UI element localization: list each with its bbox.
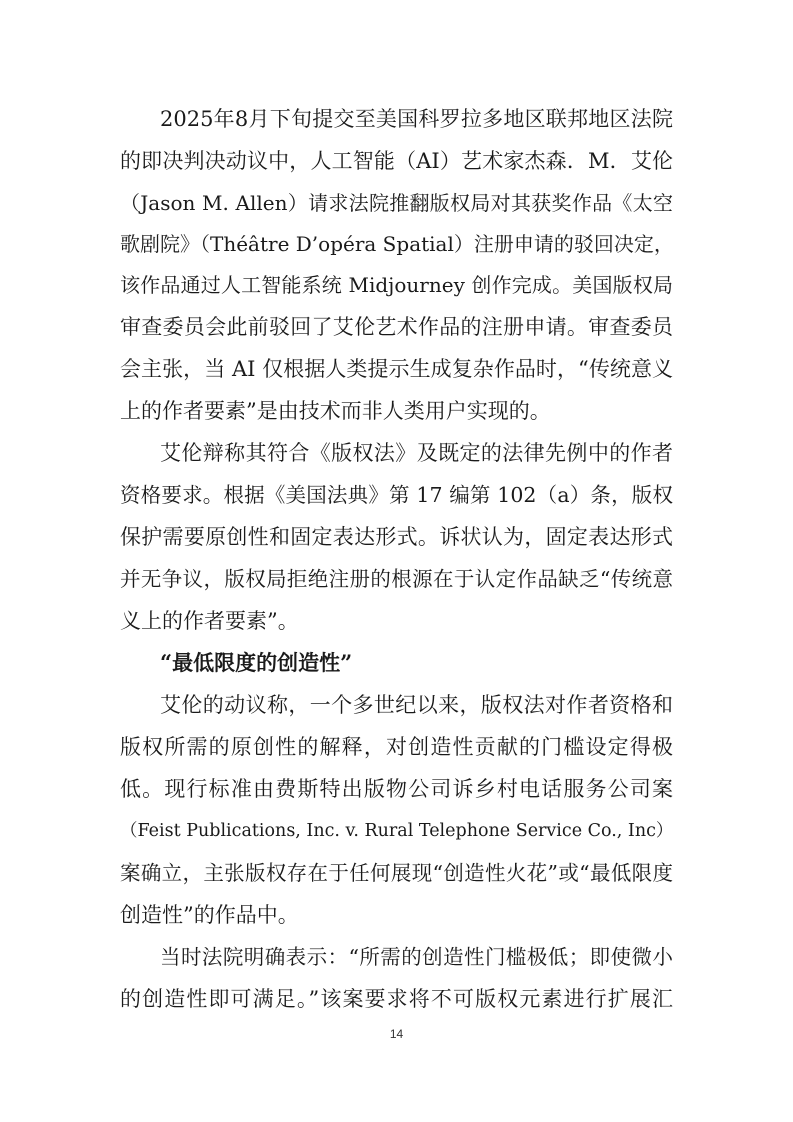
paragraph-3-line-2: 版权所需的原创性的解释，对创造性贡献的门槛设定得极 xyxy=(120,735,673,759)
paragraph-3-line-4: （Feist Publications, Inc. v. Rural Telephone Service Co., Inc） xyxy=(120,821,674,841)
paragraph-2-line-4: 并无争议，版权局拒绝注册的根源在于认定作品缺乏“传统意 xyxy=(120,567,673,591)
paragraph-1-line-7: 会主张，当 AI 仅根据人类提示生成复杂作品时，“传统意义 xyxy=(120,357,673,381)
paragraph-3-line-5: 案确立，主张版权存在于任何展现“创造性火花”或“最低限度 xyxy=(120,861,673,885)
paragraph-1-line-8: 上的作者要素”是由技术而非人类用户实现的。 xyxy=(120,399,551,423)
paragraph-2-line-2: 资格要求。根据《美国法典》第 17 编第 102（a）条，版权 xyxy=(120,483,673,507)
paragraph-2-line-5: 义上的作者要素”。 xyxy=(120,609,299,633)
paragraph-2-line-1: 艾伦辩称其符合《版权法》及既定的法律先例中的作者 xyxy=(160,441,673,465)
paragraph-4-line-1: 当时法院明确表示：“所需的创造性门槛极低；即使微小 xyxy=(160,945,673,969)
paragraph-1-line-5: 该作品通过人工智能系统 Midjourney 创作完成。美国版权局 xyxy=(120,273,673,297)
section-heading: “最低限度的创造性” xyxy=(160,650,353,675)
page-number: 14 xyxy=(389,1027,404,1041)
paragraph-3-line-3: 低。现行标准由费斯特出版物公司诉乡村电话服务公司案 xyxy=(120,777,673,801)
paragraph-3-line-1: 艾伦的动议称，一个多世纪以来，版权法对作者资格和 xyxy=(160,693,673,717)
paragraph-1-line-4: 歌剧院》（Théâtre D’opéra Spatial）注册申请的驳回决定， xyxy=(120,232,674,256)
paragraph-1-line-6: 审查委员会此前驳回了艾伦艺术作品的注册申请。审查委员 xyxy=(120,315,673,339)
paragraph-1-line-2: 的即决判决动议中，人工智能（AI）艺术家杰森．M．艾伦 xyxy=(120,149,673,173)
paragraph-1-line-1: 2025年8月下旬提交至美国科罗拉多地区联邦地区法院 xyxy=(160,107,673,131)
paragraph-1-line-3: （Jason M. Allen）请求法院推翻版权局对其获奖作品《太空 xyxy=(120,191,673,215)
paragraph-2-line-3: 保护需要原创性和固定表达形式。诉状认为，固定表达形式 xyxy=(120,525,673,549)
paragraph-3-line-6: 创造性”的作品中。 xyxy=(120,903,299,927)
paragraph-4-line-2: 的创造性即可满足。”该案要求将不可版权元素进行扩展汇 xyxy=(120,987,673,1011)
